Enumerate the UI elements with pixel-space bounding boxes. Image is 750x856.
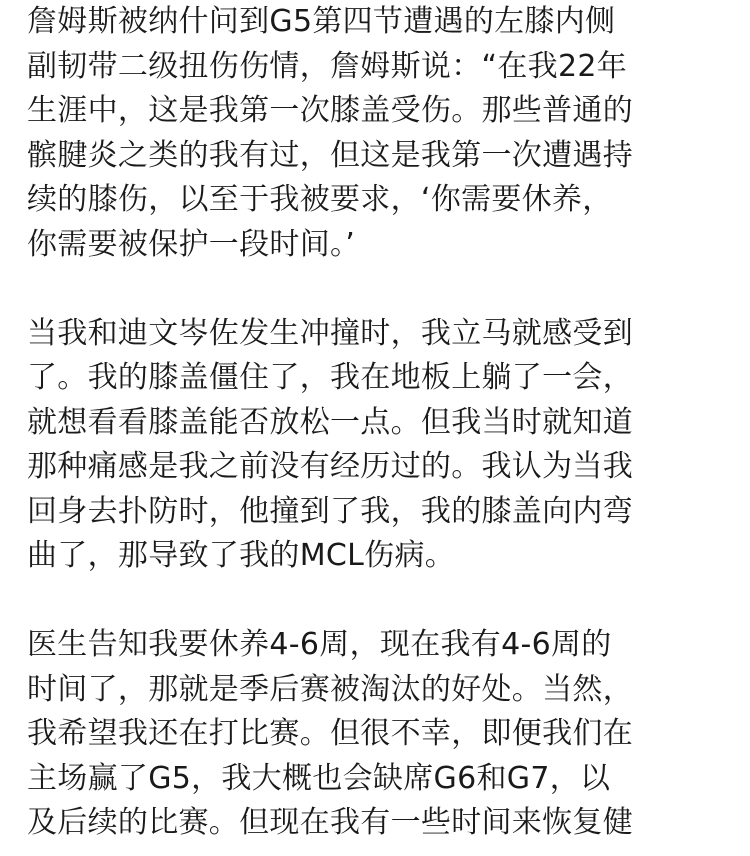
text-line: 髌腱炎之类的我有过，但这是我第一次遭遇持	[27, 137, 633, 173]
text-line: 那种痛感是我之前没有经历过的。我认为当我	[27, 449, 633, 484]
text-line: 就想看看膝盖能否放松一点。但我当时就知道	[27, 404, 633, 440]
text-line: 詹姆斯被纳什问到G5第四节遭遇的左膝内侧	[27, 4, 616, 39]
text-line: 医生告知我要休养4-6周，现在我有4-6周的	[27, 627, 612, 662]
text-line: 生涯中，这是我第一次膝盖受伤。那些普通的	[27, 93, 633, 128]
text-line: 副韧带二级扭伤伤情，詹姆斯说：“在我22年	[27, 48, 628, 84]
paragraph-gap	[27, 579, 727, 624]
text-line: 曲了，那导致了我的MCL伤病。	[27, 538, 456, 573]
paragraph-gap	[27, 267, 727, 312]
text-line: 主场赢了G5，我大概也会缺席G6和G7，以	[27, 760, 611, 796]
text-line: 时间了，那就是季后赛被淘汰的好处。当然，	[27, 671, 633, 707]
text-line: 续的膝伤，以至于我被要求，‘你需要休养，	[27, 182, 613, 217]
text-line: 了。我的膝盖僵住了，我在地板上躺了一会，	[27, 360, 633, 395]
text-line: 你需要被保护一段时间。’	[27, 226, 356, 262]
text-line: 回身去扑防时，他撞到了我，我的膝盖向内弯	[27, 493, 633, 529]
text-line: 当我和迪文岑佐发生冲撞时，我立马就感受到	[27, 315, 633, 351]
paragraph-2	[27, 312, 727, 579]
paragraph-1	[27, 0, 727, 267]
article-body	[27, 0, 727, 846]
text-line: 及后续的比赛。但现在我有一些时间来恢复健	[27, 805, 633, 840]
text-line: 我希望我还在打比赛。但很不幸，即便我们在	[27, 716, 633, 751]
paragraph-3	[27, 623, 727, 846]
